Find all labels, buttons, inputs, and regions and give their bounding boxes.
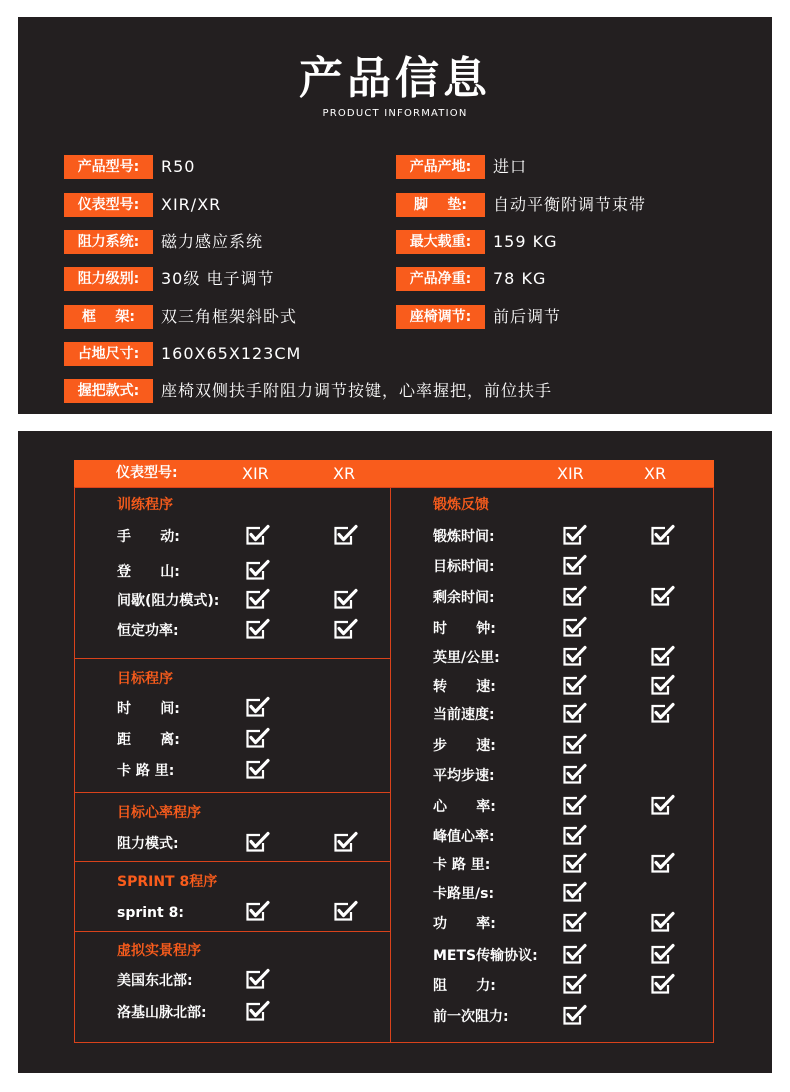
spec-value: 30级 电子调节	[161, 269, 275, 288]
feature-label: 转 速:	[433, 679, 496, 695]
checkmark-icon	[245, 758, 270, 780]
section-title: 目标程序	[117, 671, 173, 687]
feature-label: 时 钟:	[433, 621, 496, 637]
spec-value: 前后调节	[493, 307, 562, 326]
checkmark-icon	[650, 973, 675, 995]
checkmark-icon	[562, 763, 587, 785]
checkmark-icon	[245, 696, 270, 718]
product-info-panel	[18, 17, 772, 414]
feature-label: 英里/公里:	[433, 650, 500, 666]
spec-grip	[64, 379, 552, 403]
checkmark-icon	[650, 911, 675, 933]
section-divider	[74, 792, 391, 793]
spec-value: 78 KG	[493, 269, 547, 288]
spec-frame	[64, 305, 297, 329]
checkmark-icon	[562, 616, 587, 638]
checkmark-icon	[245, 968, 270, 990]
page-subtitle: PRODUCT INFORMATION	[322, 108, 468, 119]
checkmark-icon	[562, 973, 587, 995]
checkmark-icon	[562, 702, 587, 724]
spec-label: 握把款式:	[64, 379, 153, 403]
checkmark-icon	[333, 900, 358, 922]
feature-label: 功 率:	[433, 916, 496, 932]
spec-console	[64, 193, 221, 217]
feature-label: 恒定功率:	[117, 623, 179, 639]
checkmark-icon	[650, 645, 675, 667]
spec-value: 双三角框架斜卧式	[161, 307, 298, 326]
spec-pedals	[396, 193, 646, 217]
spec-label: 产品产地:	[396, 155, 485, 179]
checkmark-icon	[562, 554, 587, 576]
checkmark-icon	[245, 559, 270, 581]
column-xir-right: XIR	[557, 464, 584, 483]
spec-label: 框 架:	[64, 305, 153, 329]
checkmark-icon	[333, 618, 358, 640]
checkmark-icon	[650, 852, 675, 874]
feature-label: 登 山:	[117, 564, 180, 580]
spec-seat-adjust	[396, 305, 561, 329]
feature-label: sprint 8:	[117, 905, 184, 921]
spec-value: 159 KG	[493, 232, 558, 251]
spec-label: 阻力级别:	[64, 267, 153, 291]
checkmark-icon	[245, 1000, 270, 1022]
spec-footprint	[64, 342, 301, 366]
section-title: SPRINT 8程序	[117, 874, 218, 890]
section-divider	[74, 861, 391, 862]
checkmark-icon	[245, 727, 270, 749]
feature-label: 步 速:	[433, 738, 496, 754]
checkmark-icon	[562, 524, 587, 546]
feature-label: 锻炼时间:	[433, 529, 495, 545]
table-header	[74, 460, 714, 487]
column-xr-right: XR	[644, 464, 667, 483]
spec-label: 脚 垫:	[396, 193, 485, 217]
checkmark-icon	[245, 900, 270, 922]
checkmark-icon	[562, 824, 587, 846]
feature-label: 阻 力:	[433, 978, 496, 994]
checkmark-icon	[650, 702, 675, 724]
spec-label: 产品净重:	[396, 267, 485, 291]
spec-label: 产品型号:	[64, 155, 153, 179]
feature-label: 洛基山脉北部:	[117, 1005, 207, 1021]
feature-label: 卡 路 里:	[117, 763, 175, 779]
feature-label: METS传输协议:	[433, 948, 538, 964]
checkmark-icon	[650, 524, 675, 546]
feature-label: 间歇(阻力模式):	[117, 593, 220, 609]
feature-label: 距 离:	[117, 732, 180, 748]
feature-label: 峰值心率:	[433, 829, 495, 845]
spec-origin	[396, 155, 527, 179]
feature-label: 手 动:	[117, 529, 180, 545]
section-divider	[74, 658, 391, 659]
checkmark-icon	[562, 733, 587, 755]
feature-label: 剩余时间:	[433, 590, 495, 606]
feature-label: 时 间:	[117, 701, 180, 717]
checkmark-icon	[562, 585, 587, 607]
spec-value: 磁力感应系统	[161, 232, 264, 251]
section-title: 虚拟实景程序	[117, 943, 201, 959]
table-divider	[390, 487, 391, 1043]
spec-value: XIR/XR	[161, 195, 222, 214]
checkmark-icon	[650, 794, 675, 816]
section-divider	[74, 931, 391, 932]
checkmark-icon	[650, 943, 675, 965]
feature-label: 前一次阻力:	[433, 1009, 509, 1025]
spec-value: 进口	[493, 157, 528, 176]
spec-label: 座椅调节:	[396, 305, 485, 329]
spec-resistance-system	[64, 230, 263, 254]
checkmark-icon	[245, 588, 270, 610]
column-xir: XIR	[242, 464, 269, 483]
checkmark-icon	[562, 645, 587, 667]
spec-max-load	[396, 230, 558, 254]
checkmark-icon	[333, 588, 358, 610]
spec-value: 自动平衡附调节束带	[493, 195, 647, 214]
section-title: 目标心率程序	[117, 805, 201, 821]
checkmark-icon	[245, 618, 270, 640]
checkmark-icon	[562, 911, 587, 933]
page-title: 产品信息	[299, 53, 491, 104]
table-header-label: 仪表型号:	[116, 465, 178, 481]
spec-label: 仪表型号:	[64, 193, 153, 217]
feature-label: 卡路里/s:	[433, 886, 495, 902]
feature-label: 当前速度:	[433, 707, 495, 723]
column-xr: XR	[333, 464, 356, 483]
checkmark-icon	[562, 852, 587, 874]
feature-label: 阻力模式:	[117, 836, 179, 852]
checkmark-icon	[650, 674, 675, 696]
checkmark-icon	[333, 831, 358, 853]
feature-label: 美国东北部:	[117, 973, 193, 989]
checkmark-icon	[562, 794, 587, 816]
spec-resistance-level	[64, 267, 274, 291]
checkmark-icon	[562, 1004, 587, 1026]
checkmark-icon	[333, 524, 358, 546]
console-features-panel	[18, 431, 772, 1073]
spec-value: 座椅双侧扶手附阻力调节按键，心率握把，前位扶手	[161, 381, 553, 400]
checkmark-icon	[562, 881, 587, 903]
checkmark-icon	[245, 831, 270, 853]
spec-value: R50	[161, 157, 196, 176]
spec-value: 160X65X123CM	[161, 344, 302, 363]
spec-label: 最大载重:	[396, 230, 485, 254]
spec-label: 阻力系统:	[64, 230, 153, 254]
spec-net-weight	[396, 267, 546, 291]
feature-label: 目标时间:	[433, 559, 495, 575]
checkmark-icon	[562, 943, 587, 965]
checkmark-icon	[650, 585, 675, 607]
feature-label: 心 率:	[433, 799, 496, 815]
checkmark-icon	[245, 524, 270, 546]
spec-model	[64, 155, 195, 179]
section-title: 训练程序	[117, 497, 173, 513]
spec-label: 占地尺寸:	[64, 342, 153, 366]
feature-label: 卡 路 里:	[433, 857, 491, 873]
feature-label: 平均步速:	[433, 768, 495, 784]
checkmark-icon	[562, 674, 587, 696]
section-title: 锻炼反馈	[433, 497, 489, 513]
